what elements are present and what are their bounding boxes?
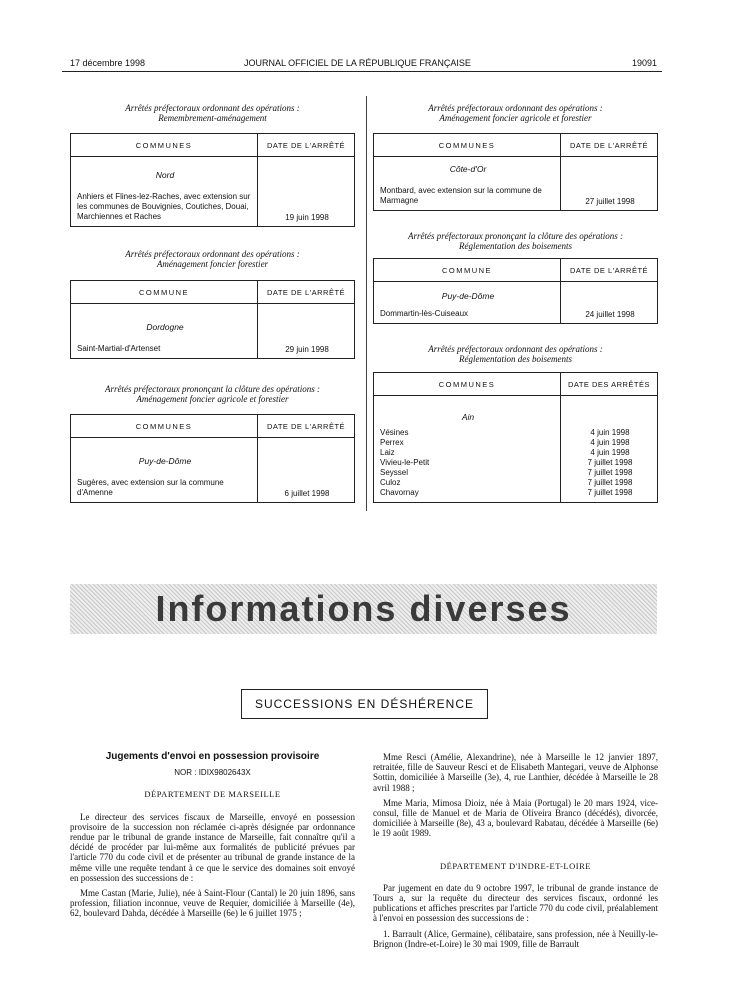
header-date: 17 décembre 1998 xyxy=(70,58,146,68)
column-header: COMMUNES xyxy=(71,415,258,438)
column-header: DATE DE L'ARRÊTÉ xyxy=(258,281,355,304)
right-section-2-title: Arrêtés préfectoraux prononçant la clôture des opérations : Réglementation des boisements xyxy=(407,231,624,251)
commune-entry: Vésines xyxy=(380,428,409,437)
column-header: DATE DE L'ARRÊTÉ xyxy=(258,134,355,157)
commune-entry: Seyssel xyxy=(380,468,409,477)
left-table-3 xyxy=(70,414,355,503)
date-cell: 6 juillet 1998 xyxy=(284,489,330,498)
right-section-1-title: Arrêtés préfectoraux ordonnant des opérations : Aménagement foncier agricole et forestier xyxy=(428,103,603,123)
paragraph: Le directeur des services fiscaux de Marseille, envoyé en possession provisoire de la succession non réclamée ci-après désignée par ordonnance rendue par le tribunal de grande instance de Marseille, fait connaître qu'il a décidé de procéder par lui-même aux formalités de publicité prévues par l'article 770 du code civil et de présenter au tribunal de grande instance de la même ville une requête tendant à ce que le service des domaines soit envoyé en possession des successions de : xyxy=(70,811,355,883)
date-entry: 4 juin 1998 xyxy=(590,438,630,447)
date-entry: 7 juillet 1998 xyxy=(587,468,633,477)
body-left-column xyxy=(70,752,355,924)
region-name: Dordogne xyxy=(146,322,184,332)
date-cell: 19 juin 1998 xyxy=(285,213,329,222)
right-section-3-title: Arrêtés préfectoraux ordonnant des opérations : Réglementation des boisements xyxy=(428,344,603,364)
date-list xyxy=(567,428,653,498)
commune-entry: Dommartin-lès-Cuiseaux xyxy=(380,309,469,318)
region-name: Ain xyxy=(461,412,475,422)
nor-reference: NOR : IDIX9802643X xyxy=(174,768,251,778)
paragraph: 1. Barrault (Alice, Germaine), célibataire, sans profession, née à Neuilly-le-Brignon (Indre-et-Loire) le 30 mai 1909, fille de Barrault xyxy=(373,928,658,949)
informations-banner xyxy=(70,584,657,634)
column-header: DATE DE L'ARRÊTÉ xyxy=(561,259,658,282)
journal-title: JOURNAL OFFICIEL DE LA RÉPUBLIQUE FRANÇAISE xyxy=(244,58,471,68)
column-header: COMMUNES xyxy=(71,134,258,157)
date-cell: 27 juillet 1998 xyxy=(585,197,635,206)
dept-heading: DÉPARTEMENT DE MARSEILLE xyxy=(144,789,281,800)
successions-box: SUCCESSIONS EN DÉSHÉRENCE xyxy=(241,689,488,719)
page-number: 19091 xyxy=(632,58,658,68)
column-header: COMMUNE xyxy=(71,281,258,304)
date-cell: 29 juin 1998 xyxy=(285,345,329,354)
commune-entry: Anhiers et Flines-lez-Raches, avec extension sur les communes de Bouvignies, Coutiches, Douai, Marchiennes et Raches xyxy=(77,192,251,221)
paragraph: Mme Resci (Amélie, Alexandrine), née à Marseille le 12 janvier 1897, retraitée, fille de Sauveur Resci et de Elisabeth Mantegari, veuve de Alphonse Sottin, domiciliée à Marseille (3e), 4, rue Lanthier, décédée à Marseille le 28 avril 1988 ; xyxy=(373,752,658,793)
left-section-1-title: Arrêtés préfectoraux ordonnant des opérations : Remembrement-aménagement xyxy=(125,103,300,123)
commune-entry: Saint-Martial-d'Artenset xyxy=(77,344,161,353)
header-rule xyxy=(62,71,662,72)
section-heading: Jugements d'envoi en possession provisoire xyxy=(105,751,320,762)
date-entry: 4 juin 1998 xyxy=(590,428,630,437)
date-entry: 7 juillet 1998 xyxy=(587,488,633,497)
banner-title: Informations diverses xyxy=(155,588,572,629)
commune-entry: Chavornay xyxy=(380,488,419,497)
paragraph: Mme Maria, Mimosa Dioiz, née à Maia (Portugal) le 20 mars 1924, vice-consul, fille de Manuel et de Maria de Oliveira Branco (décédés), divorcée, domiciliée à Marseille (8e), 43 a, boulevard Rabatau, décédée à Marseille (6e) le 19 août 1989. xyxy=(373,797,658,839)
column-header: COMMUNE xyxy=(374,259,561,282)
region-name: Puy-de-Dôme xyxy=(441,291,495,301)
paragraph: Mme Castan (Marie, Julie), née à Saint-Flour (Cantal) le 20 juin 1896, sans profession, filiation inconnue, veuve de Requier, domiciliée à Marseille (4e), 62, boulevard Dahda, décédée à Marseille (6e) le 6 juillet 1975 ; xyxy=(70,888,355,919)
region-name: Puy-de-Dôme xyxy=(138,456,192,466)
column-header: COMMUNES xyxy=(374,134,561,157)
date-entry: 7 juillet 1998 xyxy=(587,458,633,467)
commune-entry: Perrex xyxy=(380,438,404,447)
body-right-column xyxy=(373,752,658,954)
column-header: DATE DE L'ARRÊTÉ xyxy=(561,134,658,157)
commune-entry: Laiz xyxy=(380,448,395,457)
date-cell: 24 juillet 1998 xyxy=(585,310,635,319)
commune-entry: Montbard, avec extension sur la commune de Marmagne xyxy=(380,186,542,205)
date-entry: 4 juin 1998 xyxy=(590,448,630,457)
left-table-1 xyxy=(70,133,355,227)
left-section-2-title: Arrêtés préfectoraux ordonnant des opérations : Aménagement foncier forestier xyxy=(125,249,300,269)
column-header: DATE DES ARRÊTÉS xyxy=(561,373,658,396)
left-section-3-title: Arrêtés préfectoraux prononçant la clôture des opérations : Aménagement foncier agricole et forestier xyxy=(104,384,321,404)
column-header: COMMUNES xyxy=(374,373,561,396)
commune-entry: Vivieu-le-Petit xyxy=(380,458,430,467)
commune-entry: Culoz xyxy=(380,478,401,487)
left-table-2 xyxy=(70,280,355,359)
region-name: Nord xyxy=(155,170,175,180)
dept-heading: DÉPARTEMENT D'INDRE-ET-LOIRE xyxy=(440,860,591,871)
region-name: Côte-d'Or xyxy=(449,164,487,174)
column-header: DATE DE L'ARRÊTÉ xyxy=(258,415,355,438)
right-table-2 xyxy=(373,258,658,324)
column-divider xyxy=(366,96,367,511)
commune-entry: Sugères, avec extension sur la commune d'Amenne xyxy=(77,478,224,497)
right-table-3 xyxy=(373,372,658,503)
paragraph: Par jugement en date du 9 octobre 1997, le tribunal de grande instance de Tours a, sur la requête du directeur des services fiscaux, ordonné les publications et affiches prescrites par l'article 770 du code civil, préalablement à l'envoi en possession des successions de : xyxy=(373,882,658,924)
commune-list xyxy=(380,428,556,498)
date-entry: 7 juillet 1998 xyxy=(587,478,633,487)
right-table-1 xyxy=(373,133,658,211)
